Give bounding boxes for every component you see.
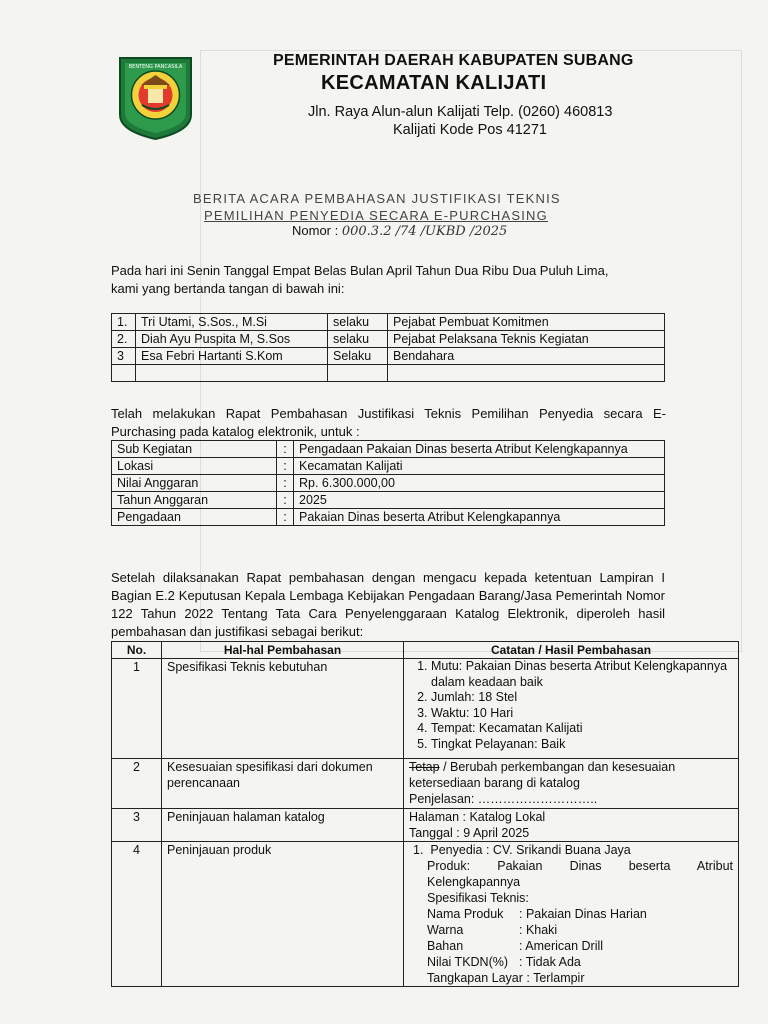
activity-table bbox=[111, 440, 665, 526]
catalog-date: Tanggal : 9 April 2025 bbox=[409, 826, 530, 840]
signatory-name: Tri Utami, S.Sos., M.Si bbox=[136, 314, 328, 331]
row-topic: Kesesuaian spesifikasi dari dokumen perencanaan bbox=[162, 759, 404, 809]
activity-value: Pakaian Dinas beserta Atribut Kelengkapannya bbox=[294, 509, 665, 526]
activity-label: Lokasi bbox=[112, 458, 277, 475]
struck-option: Tetap bbox=[409, 760, 440, 774]
table-row bbox=[112, 842, 739, 987]
table-row: Tahun Anggaran : 2025 bbox=[112, 492, 665, 509]
signatory-no: 1. bbox=[112, 314, 136, 331]
spec-item: 4. Tempat: Kecamatan Kalijati bbox=[431, 721, 733, 737]
result-explanation: Penjelasan: ……………………….. bbox=[409, 792, 598, 806]
spec-value: : Khaki bbox=[519, 923, 558, 937]
row-topic: Peninjauan produk bbox=[162, 842, 404, 987]
table-row bbox=[112, 659, 739, 759]
header-result: Catatan / Hasil Pembahasan bbox=[404, 642, 739, 659]
spec-item: 5. Tingkat Pelayanan: Baik bbox=[431, 737, 733, 753]
row-no: 4 bbox=[112, 842, 162, 987]
table-row: Sub Kegiatan : Pengadaan Pakaian Dinas beserta Atribut Kelengkapannya bbox=[112, 441, 665, 458]
row-no: 1 bbox=[112, 659, 162, 759]
spec-item: 3. Waktu: 10 Hari bbox=[431, 706, 733, 722]
activity-value: Kecamatan Kalijati bbox=[294, 458, 665, 475]
spec-list bbox=[409, 906, 733, 970]
office-name: KECAMATAN KALIJATI bbox=[321, 72, 547, 94]
table-row bbox=[112, 759, 739, 809]
number-value: 000.3.2 /74 /UKBD /2025 bbox=[341, 224, 508, 239]
table-row: Pengadaan : Pakaian Dinas beserta Atribut Kelengkapannya bbox=[112, 509, 665, 526]
signatory-name: Diah Ayu Puspita M, S.Sos bbox=[136, 331, 328, 348]
signatory-as: selaku bbox=[328, 331, 388, 348]
activity-value: Rp. 6.300.000,00 bbox=[294, 475, 665, 492]
table-row bbox=[112, 331, 665, 348]
result-note: / Berubah perkembangan dan kesesuaian ketersediaan barang di katalog bbox=[409, 760, 676, 790]
activity-label: Sub Kegiatan bbox=[112, 441, 277, 458]
header-no: No. bbox=[112, 642, 162, 659]
row-topic: Peninjauan halaman katalog bbox=[162, 809, 404, 842]
spec-row bbox=[427, 922, 733, 938]
product-provider: Penyedia : CV. Srikandi Buana Jaya bbox=[430, 843, 631, 857]
spec-key: Nilai TKDN(%) bbox=[427, 955, 509, 969]
table-row bbox=[112, 348, 665, 365]
row-result: 1. Penyedia : CV. Srikandi Buana Jaya Produk: Pakaian Dinas beserta Atribut Kelengkapannya Spesifikasi Teknis: Nama Produk : Pakaian Dinas Harian Warna : Khaki Bahan : American Drill Nilai TKDN(%) : Tidak Ada Tangkapan Layar : Terlampir bbox=[404, 842, 739, 987]
header-topic: Hal-hal Pembahasan bbox=[162, 642, 404, 659]
spec-item: 1. Mutu: Pakaian Dinas beserta Atribut Kelengkapannya dalam keadaan baik bbox=[431, 659, 733, 690]
activity-value: 2025 bbox=[294, 492, 665, 509]
document-subtitle: PEMILIHAN PENYEDIA SECARA E-PURCHASING bbox=[204, 208, 548, 223]
table-row: Lokasi : Kecamatan Kalijati bbox=[112, 458, 665, 475]
table-row bbox=[112, 809, 739, 842]
signatory-role: Pejabat Pelaksana Teknis Kegiatan bbox=[388, 331, 665, 348]
meeting-paragraph: Telah melakukan Rapat Pembahasan Justifikasi Teknis Pemilihan Penyedia secara E-Purchasing pada katalog elektronik, untuk : bbox=[111, 406, 666, 439]
signatory-no: 3 bbox=[112, 348, 136, 365]
spec-row bbox=[427, 938, 733, 954]
activity-label: Tahun Anggaran bbox=[112, 492, 277, 509]
spec-item: 2. Jumlah: 18 Stel bbox=[431, 690, 733, 706]
spec-key: Bahan bbox=[427, 939, 464, 953]
spec-title: Spesifikasi Teknis: bbox=[427, 891, 529, 905]
office-postal: Kalijati Kode Pos 41271 bbox=[393, 122, 547, 138]
spec-value: : Tidak Ada bbox=[519, 955, 581, 969]
spec-key: Warna bbox=[427, 923, 464, 937]
office-address: Jln. Raya Alun-alun Kalijati Telp. (0260) 460813 bbox=[308, 104, 613, 120]
government-name: PEMERINTAH DAERAH KABUPATEN SUBANG bbox=[273, 52, 634, 69]
table-row bbox=[112, 314, 665, 331]
activity-value: Pengadaan Pakaian Dinas beserta Atribut Kelengkapannya bbox=[294, 441, 665, 458]
row-result bbox=[404, 759, 739, 809]
table-header-row bbox=[112, 642, 739, 659]
result-intro-paragraph: Setelah dilaksanakan Rapat pembahasan dengan mengacu kepada ketentuan Lampiran I Bagian E.2 Keputusan Kepala Lembaga Kebijakan Pengadaan Barang/Jasa Pemerintah Nomor 122 Tahun 2022 Tentang Tata Cara Penyelenggaraan Katalog Elektronik, diperoleh hasil pembahasan dan justifikasi sebagai berikut: bbox=[111, 570, 665, 639]
product-name: Produk: Pakaian Dinas beserta Atribut Kelengkapannya bbox=[427, 859, 733, 889]
catalog-page: Halaman : Katalog Lokal bbox=[409, 810, 546, 824]
intro-line-2: kami yang bertanda tangan di bawah ini: bbox=[111, 281, 345, 296]
signatories-table bbox=[111, 313, 665, 382]
document-number bbox=[292, 223, 507, 239]
screenshot-note: Tangkapan Layar : Terlampir bbox=[427, 971, 585, 985]
intro-paragraph bbox=[111, 262, 671, 298]
activity-label: Pengadaan bbox=[112, 509, 277, 526]
row-topic: Spesifikasi Teknis kebutuhan bbox=[162, 659, 404, 759]
signatory-role: Bendahara bbox=[388, 348, 665, 365]
subang-regency-logo bbox=[117, 55, 194, 141]
row-result bbox=[404, 659, 739, 759]
logo-text: BENTENG PANCASILA bbox=[128, 64, 183, 70]
signatory-no: 2. bbox=[112, 331, 136, 348]
discussion-table bbox=[111, 641, 739, 987]
intro-line-1: Pada hari ini Senin Tanggal Empat Belas Bulan April Tahun Dua Ribu Dua Puluh Lima, bbox=[111, 263, 609, 278]
spec-value: : Pakaian Dinas Harian bbox=[519, 907, 647, 921]
activity-label: Nilai Anggaran bbox=[112, 475, 277, 492]
table-row: Nilai Anggaran : Rp. 6.300.000,00 bbox=[112, 475, 665, 492]
spec-row bbox=[427, 954, 733, 970]
spec-value: : American Drill bbox=[519, 939, 604, 953]
row-no: 3 bbox=[112, 809, 162, 842]
document-title: BERITA ACARA PEMBAHASAN JUSTIFIKASI TEKNIS bbox=[193, 191, 561, 206]
signatory-name: Esa Febri Hartanti S.Kom bbox=[136, 348, 328, 365]
spec-row bbox=[427, 906, 733, 922]
signatory-as: Selaku bbox=[328, 348, 388, 365]
signatory-role: Pejabat Pembuat Komitmen bbox=[388, 314, 665, 331]
row-result bbox=[404, 809, 739, 842]
table-row-empty bbox=[112, 365, 665, 382]
number-label: Nomor : bbox=[292, 223, 339, 238]
signatory-as: selaku bbox=[328, 314, 388, 331]
spec-key: Nama Produk bbox=[427, 907, 504, 921]
row-no: 2 bbox=[112, 759, 162, 809]
